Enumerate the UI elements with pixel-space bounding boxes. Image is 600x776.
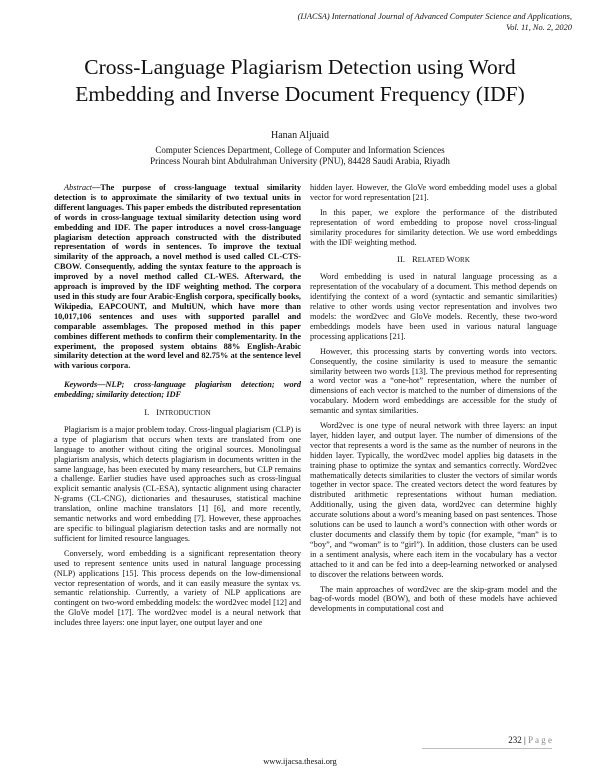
section-heading-introduction [54, 408, 301, 419]
page-number-footer [422, 735, 552, 749]
title-line-2: Embedding and Inverse Document Frequency (IDF) [75, 82, 525, 106]
journal-header [152, 12, 572, 33]
section-heading-related-work [310, 255, 557, 266]
affiliation-university: Princess Nourah bint Abdulrahman University (PNU), 84428 Saudi Arabia, Riyadh [150, 156, 450, 166]
abstract [54, 183, 301, 371]
section-title-rest-2: ORK [454, 256, 470, 265]
intro-paragraph-2: Conversely, word embedding is a significant representation theory used to represent sentence units used in natural language processing (NLP) applications [15]. This process depends on the low-dimensional vector representation of words, and it can easily measure the syntax vs. semantic relationship. Currently, a variety of NLP applications are contingent on two-word embedding models: the word2vec model [12] and the GloVe model [17]. The word2vec model is a neural network that includes three layers: one input layer, one output layer and one [54, 548, 301, 628]
journal-url: www.ijacsa.thesai.org [263, 757, 337, 766]
affiliation-department: Computer Sciences Department, College of Computer and Information Sciences [155, 145, 445, 155]
related-paragraph-2: However, this processing starts by converting words into vectors. Consequently, the cosine similarity is used to measure the semantic similarity between two words [13]. The previous method for representing a word vector was a “one-hot” representation, where the number of dimensions of each vector is matched to the number of dimensions of the vocabulary. Modern word embeddings are accessible for the study of semantic and syntax similarities. [310, 346, 557, 416]
right-column [310, 183, 557, 614]
section-title-initial-2: W [446, 254, 455, 265]
related-paragraph-4: The main approaches of word2vec are the skip-gram model and the bag-of-words model (BOW), and both of these models have achieved developments in computational cost and [310, 584, 557, 614]
section-number: II. [397, 254, 406, 265]
paper-title [40, 54, 560, 108]
section-title-rest: ELATED [417, 256, 447, 265]
page-number: 232 [508, 735, 522, 745]
abstract-text: The purpose of cross-language textual similarity detection is to approximate the similarity of two textual units in different languages. This paper embeds the distributed representation of words in cross-language textual similarity detection using word embedding and IDF. The paper introduces a novel cross-language plagiarism detection approach constructed with the distributed representation of words in sentences. To improve the textual similarity of the approach, a novel method is used called CL-CTS-CBOW. Consequently, adding the syntax feature to the approach is improved by a novel method called CL-WES. Afterward, the approach is improved by the IDF weighting method. The corpora used in this study are four Arabic-English corpora, specifically books, Wikipedia, EAPCOUNT, and MultiUN, which have more than 10,017,106 sentences and uses with supported parallel and comparable assemblages. The proposed method in this paper combines different methods to confirm their complementarity. In the experiment, the proposed system obtains 88% English-Arabic similarity detection at the word level and 82.75% at the sentence level with various corpora. [54, 183, 301, 371]
abstract-dash: — [92, 183, 101, 192]
section-title-initial: R [411, 254, 418, 265]
intro-paragraph-1: Plagiarism is a major problem today. Cross-lingual plagiarism (CLP) is a type of plagiarism that occurs when texts are translated from one language to another without citing the original sources. Monolingual plagiarism analysis, which detects plagiarism in documents written in the same language, has been executed by many researchers, but CLP remains a challenge. Earlier studies have used approaches such as cross-lingual explicit semantic analysis (CL-ESA), syntactic alignment using character N-grams (CL-CNG), dictionaries and thesauruses, statistical machine translation, online machine translators [1] [6], and more recently, semantic networks and word embedding [7]. However, these approaches are specific to bilingual plagiarism detection tasks and are normally not sufficient for limited resource languages. [54, 424, 301, 543]
section-title-rest: NTRODUCTION [159, 409, 211, 418]
keywords-text: NLP; cross-language plagiarism detection; word embedding; similarity detection; IDF [54, 380, 301, 400]
intro-paragraph-3: In this paper, we explore the performance of the distributed representation of word embedding to propose novel cross-lingual similarity procedures for similarity detection. We use word embeddings with the IDF weighting method. [310, 207, 557, 247]
page-separator: | [521, 735, 529, 745]
keywords-dash: — [97, 380, 106, 390]
abstract-label: Abstract [64, 183, 93, 192]
keywords-label: Keywords [64, 380, 98, 390]
journal-volume: Vol. 11, No. 2, 2020 [506, 22, 572, 32]
related-paragraph-3: Word2vec is one type of neural network with three layers: an input layer, hidden layer, and output layer. The number of dimensions of the vector that represents a word is the same as the number of neurons in the hidden layer. Typically, the word2vec model applies big datasets in the training phase to optimize the syntax and semantics correctly. Word2vec mathematically detects similarities to cluster the vectors of similar words together in vector space. The created vectors detect the word features by distributed arithmetic representations without human mediation. Additionally, using the given data, word2vec can determine highly accurate solutions about a word’s meaning based on past sentences. Those solutions can be used to launch a word’s connection with other words or cluster documents and classify them by topic (for example, “man” is to “boy”, and “woman” is to “girl”). In addition, those clusters can be used in a sentiment analysis, where each item in the vocabulary has a vector attached to it and can be fed into a deep-learning networked or analysed to discover the relations between words. [310, 421, 557, 579]
keywords [54, 380, 301, 400]
intro-paragraph-2-continued: hidden layer. However, the GloVe word embedding model uses a global vector for word representation [21]. [310, 183, 557, 202]
journal-name: (IJACSA) International Journal of Advanced Computer Science and Applications, [297, 12, 572, 21]
title-line-1: Cross-Language Plagiarism Detection using Word [84, 55, 516, 79]
author-affiliation [0, 145, 600, 167]
section-number: I. [144, 407, 150, 418]
author-name: Hanan Aljuaid [270, 130, 330, 141]
left-column [54, 183, 301, 628]
section-title-initial: I [156, 407, 160, 418]
related-paragraph-1: Word embedding is used in natural language processing as a representation of the vocabulary of a document. This method depends on identifying the context of a word (syntactic and semantic similarities) relative to other words using vector representation and involves two models: the word2vec and GloVe models. Recently, these two-word embeddings models have been used in various natural language processing applications [21]. [310, 272, 557, 341]
page-label: P a g e [528, 735, 552, 745]
